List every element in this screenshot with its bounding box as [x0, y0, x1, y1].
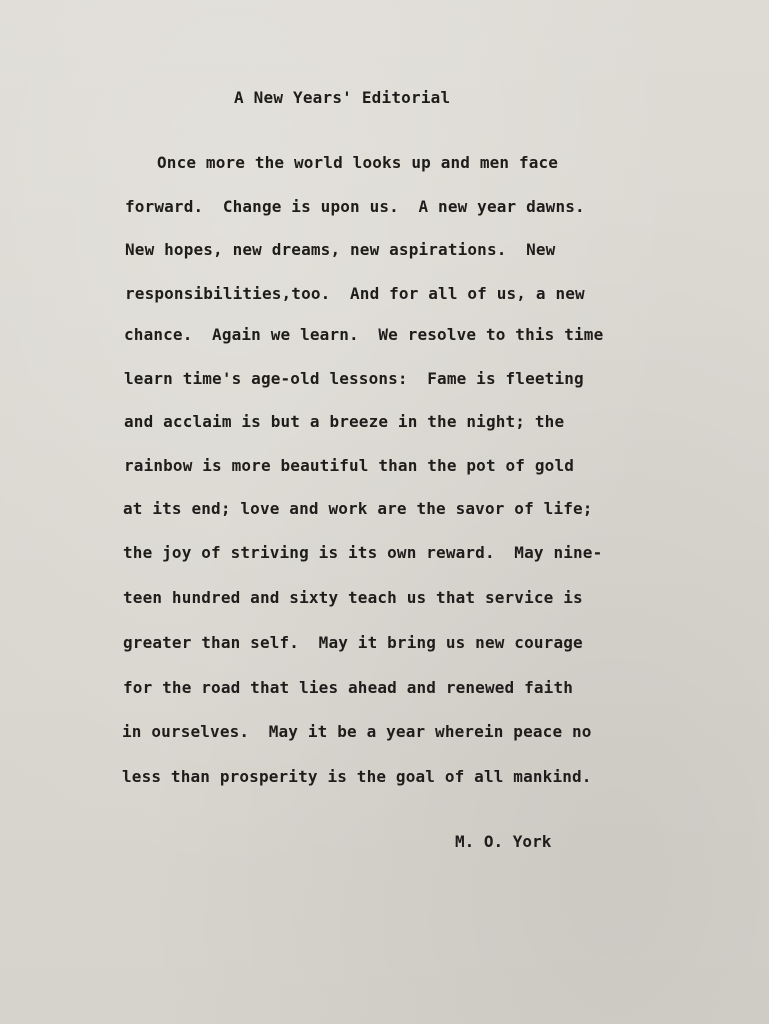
author-signature: M. O. York — [455, 832, 552, 851]
body-line: teen hundred and sixty teach us that service is — [123, 588, 583, 607]
body-line: chance. Again we learn. We resolve to this time — [124, 325, 604, 344]
body-line: the joy of striving is its own reward. May nine- — [123, 543, 603, 562]
editorial-title: A New Years' Editorial — [234, 88, 451, 107]
body-line: and acclaim is but a breeze in the night; the — [124, 412, 565, 431]
body-line: greater than self. May it bring us new courage — [123, 633, 583, 652]
body-line: responsibilities,too. And for all of us, a new — [125, 284, 585, 303]
body-line: Once more the world looks up and men face — [157, 153, 559, 172]
body-line: rainbow is more beautiful than the pot of gold — [124, 456, 575, 475]
body-line: in ourselves. May it be a year wherein peace no — [122, 722, 592, 741]
body-line: forward. Change is upon us. A new year dawns. — [125, 197, 585, 216]
body-line: New hopes, new dreams, new aspirations. New — [125, 240, 556, 259]
body-line: at its end; love and work are the savor of life; — [123, 499, 593, 518]
body-line: less than prosperity is the goal of all mankind. — [122, 767, 592, 786]
body-line: learn time's age-old lessons: Fame is fleeting — [124, 369, 584, 388]
body-line: for the road that lies ahead and renewed faith — [123, 678, 574, 697]
